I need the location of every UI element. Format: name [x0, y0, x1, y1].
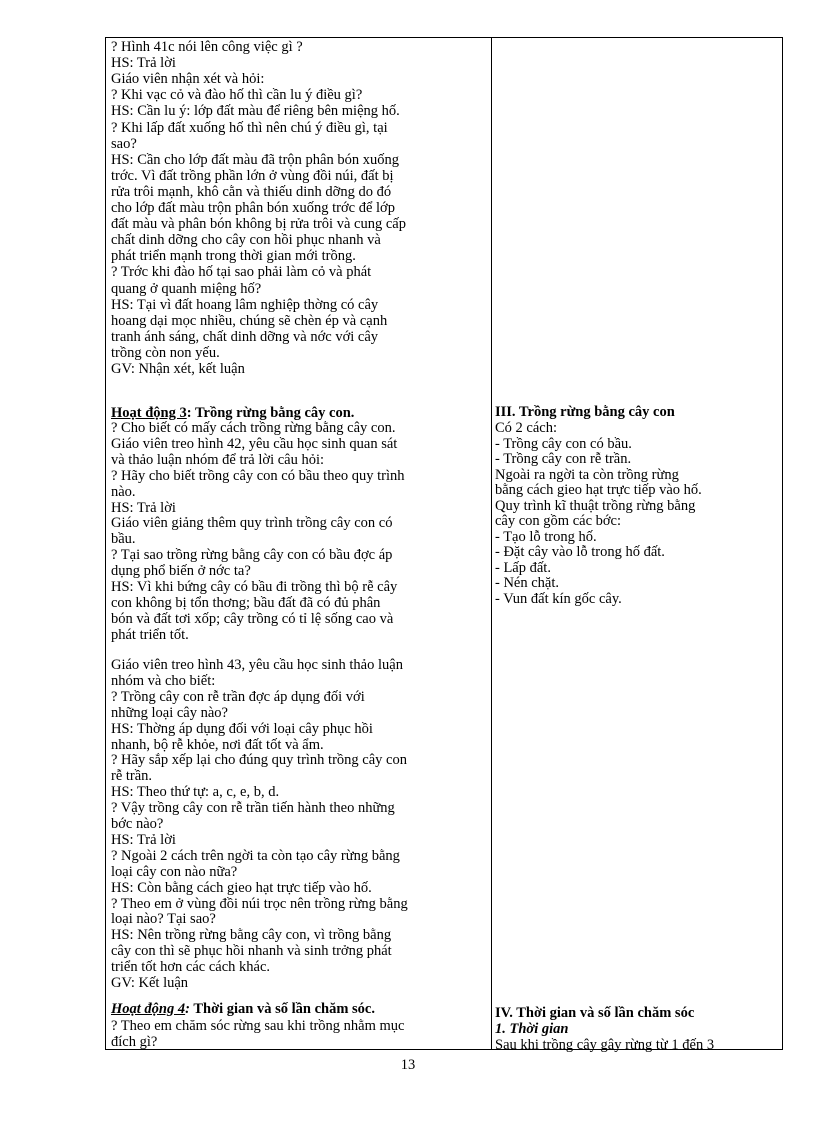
- text-line: phát triển tốt.: [111, 626, 189, 643]
- text-line: HS: Trả lời: [111, 499, 176, 516]
- text-line: Giáo viên giảng thêm quy trình trồng cây con có: [111, 515, 393, 532]
- text-line: ? Vậy trồng cây con rễ trần tiến hành theo những: [111, 800, 395, 817]
- text-line: HS: Cần cho lớp đất màu đã trộn phân bón xuống: [111, 151, 399, 168]
- activity-4-heading: [111, 1001, 375, 1017]
- text-line: phát triển mạnh trong thời gian mới trồng.: [111, 248, 356, 265]
- text-line: ? Khi lấp đất xuống hố thì nên chú ý điều gì, tại: [111, 119, 388, 136]
- text-line: ? Tại sao trồng rừng bằng cây con có bầu đợc áp: [111, 547, 393, 564]
- text-line: GV: Nhận xét, kết luận: [111, 361, 245, 377]
- text-line: ? Trồng cây con rễ trần đợc áp dụng đối với: [111, 688, 365, 705]
- section-4-heading: IV. Thời gian và số lần chăm sóc: [495, 1005, 695, 1021]
- content-line: - Tạo lỗ trong hố.: [495, 528, 597, 545]
- text-line: HS: Trả lời: [111, 55, 176, 72]
- text-line: hoang dại mọc nhiều, chúng sẽ chèn ép và cạnh: [111, 312, 388, 329]
- text-line: loại nào? Tại sao?: [111, 911, 216, 928]
- column-divider: [491, 38, 492, 1049]
- content-line: Ngoài ra ngời ta còn trồng rừng: [495, 466, 679, 483]
- text-line: bón và đất tơi xốp; cây trồng có tỉ lệ sống cao và: [111, 610, 394, 627]
- content-line: - Nén chặt.: [495, 575, 560, 591]
- text-line: Giáo viên nhận xét và hỏi:: [111, 71, 265, 88]
- content-line: Có 2 cách:: [495, 420, 558, 436]
- activity-3-label: Hoạt động 3: [111, 405, 187, 421]
- text-line: tranh ánh sáng, chất dinh dỡng và nớc với cây: [111, 328, 379, 345]
- text-line: HS: Vì khi bứng cây có bầu đi trồng thì bộ rễ cây: [111, 579, 398, 595]
- text-line: nhanh, bộ rễ khỏe, nơi đất tốt và ẩm.: [111, 736, 324, 753]
- text-line: HS: Tại vì đất hoang lâm nghiệp thờng có cây: [111, 296, 379, 313]
- text-line: quang ở quanh miệng hố?: [111, 280, 262, 297]
- activity-4-title: Thời gian và số lần chăm sóc.: [189, 1001, 375, 1017]
- text-line: nào.: [111, 483, 136, 500]
- activity-3-title: : Trồng rừng bằng cây con.: [186, 405, 355, 421]
- activity-3-heading: [111, 405, 354, 421]
- content-line: - Lấp đất.: [495, 559, 551, 576]
- text-line: HS: Theo thứ tự: a, c, e, b, d.: [111, 784, 280, 801]
- text-line: HS: Nên trồng rừng bằng cây con, vì trồng bằng: [111, 927, 392, 944]
- content-line: bằng cách gieo hạt trực tiếp vào hố.: [495, 482, 702, 498]
- text-line: đất màu và phân bón không bị rửa trôi và cung cấp: [111, 216, 406, 233]
- text-line: ? Cho biết có mấy cách trồng rừng bằng cây con.: [111, 420, 396, 436]
- text-line: ? Theo em chăm sóc rừng sau khi trồng nhằm mục: [111, 1018, 405, 1034]
- text-line: trớc. Vì đất trồng phần lớn ở vùng đồi núi, đất bị: [111, 167, 394, 184]
- content-line: Quy trình kĩ thuật trồng rừng bằng: [495, 497, 696, 514]
- text-line: và thảo luận nhóm để trả lời câu hỏi:: [111, 451, 325, 468]
- section-3-heading: III. Trồng rừng bằng cây con: [495, 404, 675, 420]
- text-line: dụng phổ biến ở nớc ta?: [111, 563, 251, 580]
- content-line: Sau khi trồng cây gây rừng từ 1 đến 3: [495, 1037, 715, 1053]
- text-line: loại cây con nào nữa?: [111, 863, 238, 880]
- text-line: nhóm và cho biết:: [111, 672, 216, 689]
- text-line: GV: Kết luận: [111, 975, 189, 991]
- content-line: - Đặt cây vào lỗ trong hố đất.: [495, 544, 665, 560]
- content-line: cây con gồm các bớc:: [495, 513, 622, 529]
- text-line: ? Hãy sắp xếp lại cho đúng quy trình trồng cây con: [111, 752, 407, 769]
- content-line: - Trồng cây con rễ trần.: [495, 451, 632, 467]
- text-line: triển tốt hơn các cách khác.: [111, 959, 271, 976]
- text-line: HS: Còn bằng cách gieo hạt trực tiếp vào hố.: [111, 879, 372, 896]
- text-line: HS: Trả lời: [111, 831, 176, 848]
- text-line: ? Ngoài 2 cách trên ngời ta còn tạo cây rừng bằng: [111, 847, 400, 864]
- content-line: - Trồng cây con có bầu.: [495, 435, 632, 452]
- text-line: HS: Thờng áp dụng đối với loại cây phục hồi: [111, 720, 373, 737]
- text-line: Giáo viên treo hình 42, yêu cầu học sinh quan sát: [111, 435, 398, 452]
- text-line: ? Hình 41c nói lên công việc gì ?: [111, 39, 303, 55]
- activity-4-colon: :: [185, 1001, 190, 1017]
- text-line: bớc nào?: [111, 816, 164, 832]
- text-line: ? Khi vạc cỏ và đào hố thì cần lu ý điều gì?: [111, 87, 363, 104]
- text-line: con không bị tổn thơng; bầu đất đã có đủ phân: [111, 594, 381, 611]
- text-line: HS: Cần lu ý: lớp đất màu để riêng bên miệng hố.: [111, 103, 400, 120]
- text-line: Giáo viên treo hình 43, yêu cầu học sinh thảo luận: [111, 657, 403, 673]
- lesson-table: [105, 37, 783, 1053]
- text-line: ? Trớc khi đào hố tại sao phải làm cỏ và phát: [111, 264, 372, 281]
- section-4-subheading: 1. Thời gian: [495, 1021, 569, 1037]
- content-line: - Vun đất kín gốc cây.: [495, 590, 622, 607]
- text-line: rửa trôi mạnh, khô cằn và thiếu dinh dỡng do đó: [111, 183, 392, 200]
- text-line: cho lớp đất màu trộn phân bón xuống trớc để lớp: [111, 200, 395, 216]
- text-line: bầu.: [111, 531, 136, 548]
- activity-4-label: Hoạt động 4: [111, 1001, 186, 1017]
- text-line: rễ trần.: [111, 768, 153, 785]
- text-line: ? Hãy cho biết trồng cây con có bầu theo quy trình: [111, 467, 405, 484]
- text-line: sao?: [111, 135, 137, 152]
- text-line: ? Theo em ở vùng đồi núi trọc nên trồng rừng bằng: [111, 895, 408, 912]
- page-number: 13: [400, 1057, 416, 1073]
- text-line: chất dinh dỡng cho cây con hồi phục nhanh và: [111, 232, 381, 249]
- text-line: trồng còn non yếu.: [111, 344, 220, 361]
- text-line: cây con thì sẽ phục hồi nhanh và sinh trởng phát: [111, 943, 392, 960]
- text-line: đích gì?: [111, 1033, 158, 1050]
- text-line: những loại cây nào?: [111, 704, 228, 721]
